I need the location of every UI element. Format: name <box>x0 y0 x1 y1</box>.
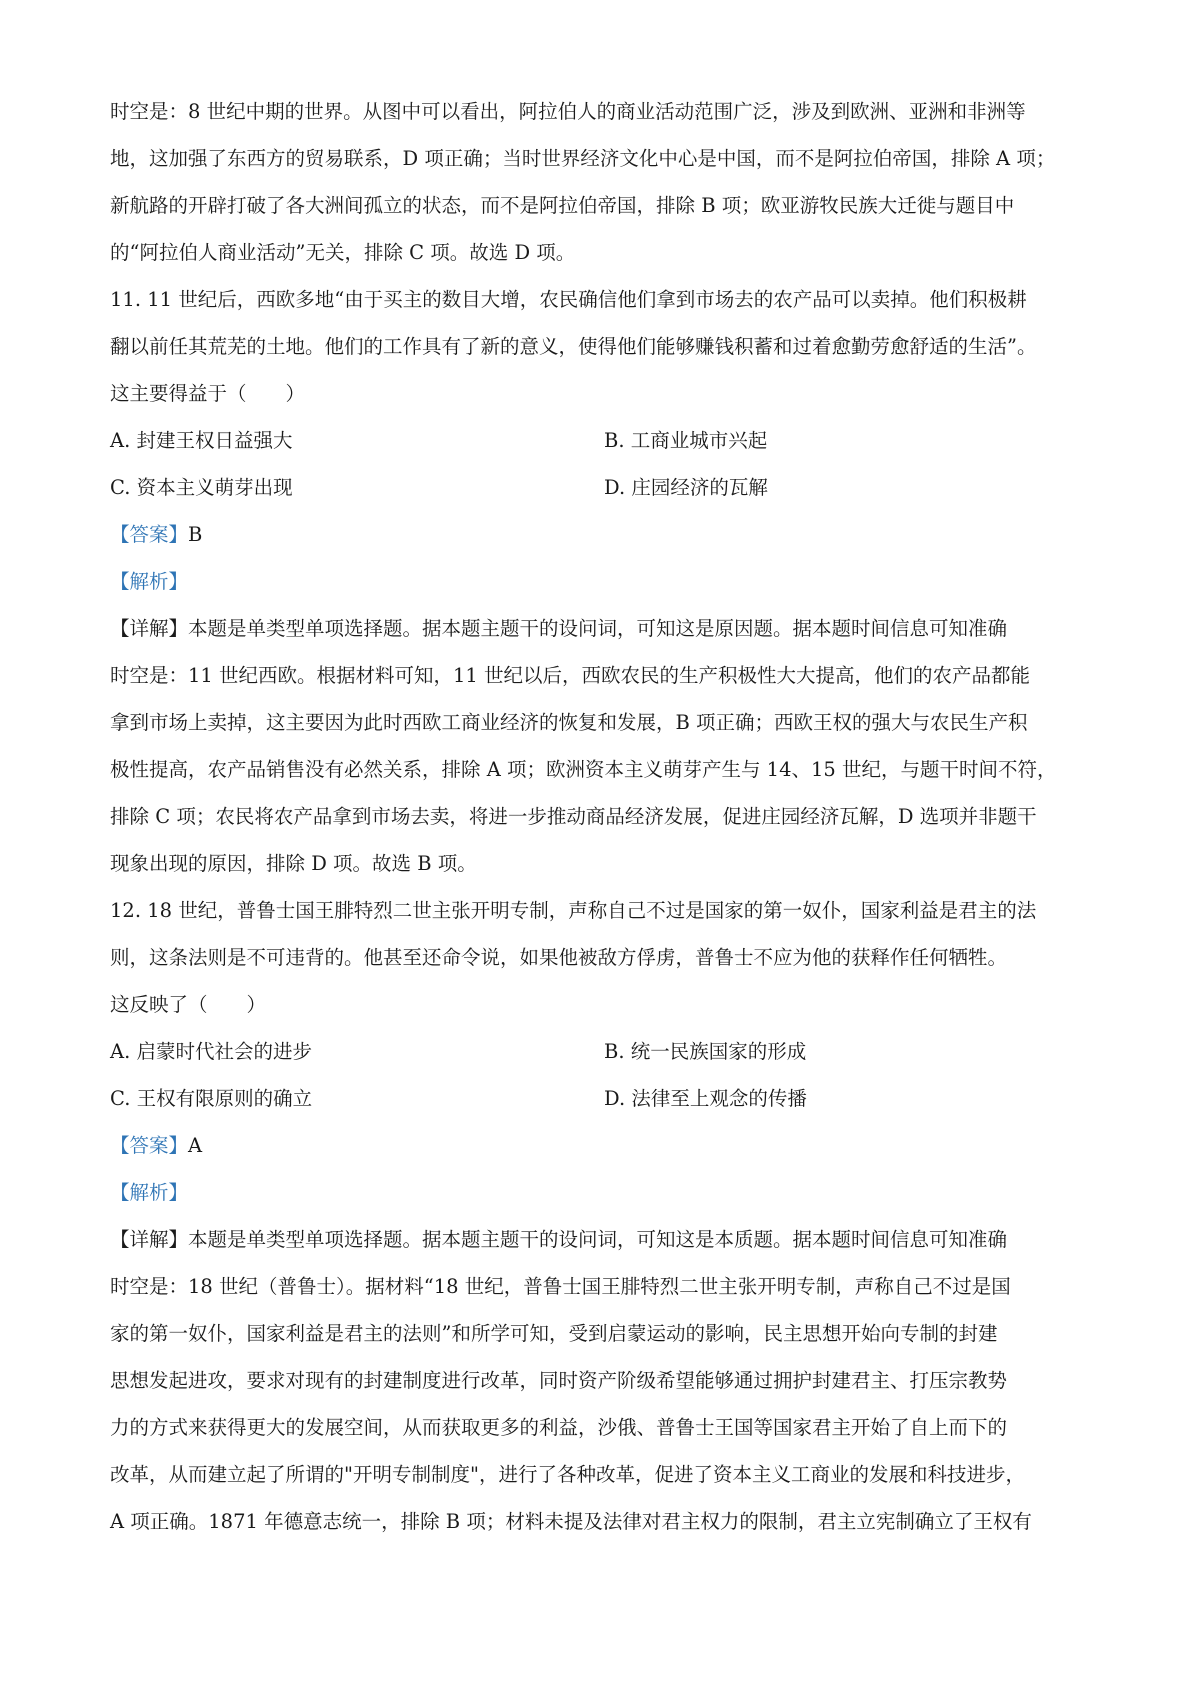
options-row <box>110 417 1100 464</box>
question-stem: 11. 11 世纪后，西欧多地“由于买主的数目大增，农民确信他们拿到市场去的农产品可以卖掉。他们积极耕 <box>110 288 1027 311</box>
detail-line <box>110 1216 1100 1263</box>
detail-line: A 项正确。1871 年德意志统一，排除 B 项；材料未提及法律对君主权力的限制，君主立宪制确立了王权有 <box>110 1510 1032 1533</box>
detail-text: 本题是单类型单项选择题。据本题主题干的设问词，可知这是本质题。据本题时间信息可知准确 <box>188 1228 1008 1251</box>
question-stem: 翻以前任其荒芜的土地。他们的工作具有了新的意义，使得他们能够赚钱积蓄和过着愈勤劳愈舒适的生活”。 <box>110 335 1037 358</box>
detail-line: 排除 C 项；农民将农产品拿到市场去卖，将进一步推动商品经济发展，促进庄园经济瓦解，D 选项并非题干 <box>110 805 1037 828</box>
option-d: D. 庄园经济的瓦解 <box>604 476 768 499</box>
analysis-line <box>110 558 1100 605</box>
detail-line: 时空是：18 世纪（普鲁士）。据材料“18 世纪，普鲁士国王腓特烈二世主张开明专制，声称自己不过是国 <box>110 1275 1011 1298</box>
options-row <box>110 1075 1100 1122</box>
option-d: D. 法律至上观念的传播 <box>604 1087 807 1110</box>
answer-tag: 【答案】 <box>110 1134 189 1157</box>
detail-tag: 【详解】 <box>110 1228 189 1251</box>
detail-tag: 【详解】 <box>110 617 189 640</box>
detail-line: 改革，从而建立起了所谓的"开明专制制度"，进行了各种改革，促进了资本主义工商业的发展和科技进步， <box>110 1463 1025 1486</box>
analysis-tag: 【解析】 <box>110 570 189 593</box>
question-12 <box>110 887 1100 1545</box>
option-c: C. 王权有限原则的确立 <box>110 1087 313 1110</box>
document-page <box>110 88 1100 1545</box>
detail-line: 家的第一奴仆，国家利益是君主的法则”和所学可知，受到启蒙运动的影响，民主思想开始向专制的封建 <box>110 1322 998 1345</box>
text-line: 的“阿拉伯人商业活动”无关，排除 C 项。故选 D 项。 <box>110 241 576 264</box>
text-line: 新航路的开辟打破了各大洲间孤立的状态，而不是阿拉伯帝国，排除 B 项；欧亚游牧民族大迁徙与题目中 <box>110 194 1015 217</box>
answer-value: B <box>188 523 203 546</box>
option-b: B. 工商业城市兴起 <box>604 429 768 452</box>
analysis-tag: 【解析】 <box>110 1181 189 1204</box>
text-line: 地，这加强了东西方的贸易联系，D 项正确；当时世界经济文化中心是中国，而不是阿拉伯帝国，排除 A 项； <box>110 147 1056 170</box>
analysis-line <box>110 1169 1100 1216</box>
detail-line: 力的方式来获得更大的发展空间，从而获取更多的利益，沙俄、普鲁士王国等国家君主开始了自上而下的 <box>110 1416 1008 1439</box>
detail-line: 思想发起进攻，要求对现有的封建制度进行改革，同时资产阶级希望能够通过拥护封建君主、打压宗教势 <box>110 1369 1008 1392</box>
answer-line <box>110 1122 1100 1169</box>
answer-line <box>110 511 1100 558</box>
question-stem: 12. 18 世纪，普鲁士国王腓特烈二世主张开明专制，声称自己不过是国家的第一奴仆，国家利益是君主的法 <box>110 899 1037 922</box>
detail-line: 拿到市场上卖掉，这主要因为此时西欧工商业经济的恢复和发展，B 项正确；西欧王权的强大与农民生产积 <box>110 711 1028 734</box>
text-line: 时空是：8 世纪中期的世界。从图中可以看出，阿拉伯人的商业活动范围广泛，涉及到欧洲、亚洲和非洲等 <box>110 100 1026 123</box>
option-b: B. 统一民族国家的形成 <box>604 1040 807 1063</box>
question-stem: 则，这条法则是不可违背的。他甚至还命令说，如果他被敌方俘虏，普鲁士不应为他的获释作任何牺牲。 <box>110 946 1008 969</box>
option-c: C. 资本主义萌芽出现 <box>110 476 293 499</box>
options-row <box>110 1028 1100 1075</box>
answer-value: A <box>188 1134 203 1157</box>
option-a: A. 启蒙时代社会的进步 <box>110 1040 312 1063</box>
detail-line: 现象出现的原因，排除 D 项。故选 B 项。 <box>110 852 477 875</box>
previous-explanation <box>110 88 1100 276</box>
question-stem: 这反映了（ ） <box>110 993 267 1016</box>
options-row <box>110 464 1100 511</box>
detail-line <box>110 605 1100 652</box>
question-11 <box>110 276 1100 887</box>
detail-text: 本题是单类型单项选择题。据本题主题干的设问词，可知这是原因题。据本题时间信息可知准确 <box>188 617 1008 640</box>
answer-tag: 【答案】 <box>110 523 189 546</box>
detail-line: 时空是：11 世纪西欧。根据材料可知，11 世纪以后，西欧农民的生产积极性大大提高，他们的农产品都能 <box>110 664 1031 687</box>
option-a: A. 封建王权日益强大 <box>110 429 293 452</box>
question-stem: 这主要得益于（ ） <box>110 382 306 405</box>
detail-line: 极性提高，农产品销售没有必然关系，排除 A 项；欧洲资本主义萌芽产生与 14、15 世纪，与题干时间不符， <box>110 758 1057 781</box>
